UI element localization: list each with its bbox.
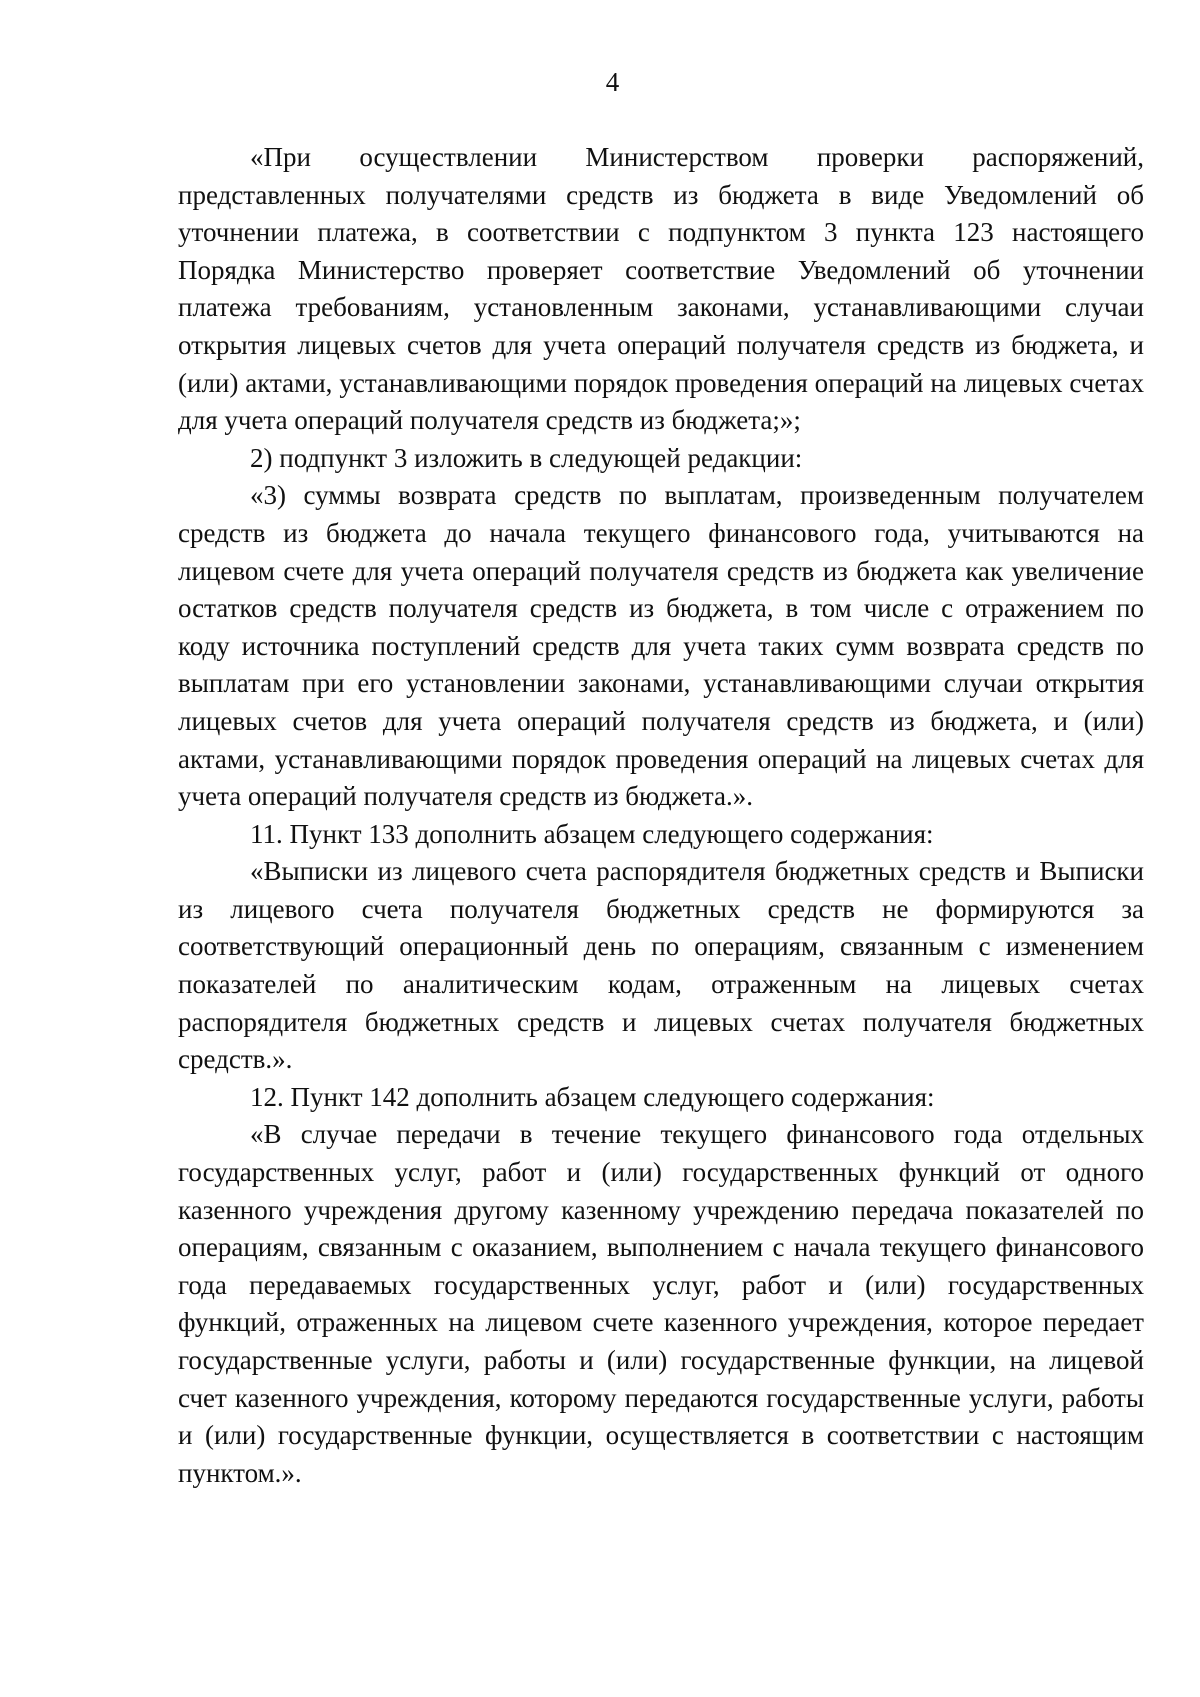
page-number: 4 bbox=[605, 67, 620, 97]
paragraph-point-133-heading: 11. Пункт 133 дополнить абзацем следующего содержания: bbox=[250, 818, 934, 849]
paragraph-transfer-functions: «В случае передачи в течение текущего финансового года отдельных государственных услуг, работ и (или) государственных функций от одного казенного учреждения другому казенному учреждению передача показателей по операциям, связанным с оказанием, выполнением с начала текущего финансового года передаваемых государственных услуг, работ и (или) государственных функций, отраженных на лицевом счете казенного учреждения, которое передает государственные услуги, работы и (или) государственные функции, на лицевой счет казенного учреждения, которому передаются государственные услуги, работы и (или) государственные функции, осуществляется в соответствии с настоящим пунктом.». bbox=[178, 1119, 1144, 1488]
paragraph-ministry-check: «При осуществлении Министерством проверки распоряжений, представленных получателями средств из бюджета в виде Уведомлений об уточнении платежа, в соответствии с подпунктом 3 пункта 123 настоящего Порядка Министерство проверяет соответствие Уведомлений об уточнении платежа требованиям, установленным законами, устанавливающими случаи открытия лицевых счетов для учета операций получателя средств из бюджета, и (или) актами, устанавливающими порядок проведения операций на лицевых счетах для учета операций получателя средств из бюджета;»; bbox=[178, 142, 1144, 436]
document-body bbox=[178, 139, 1144, 1492]
paragraph-refund-amounts: «3) суммы возврата средств по выплатам, произведенным получателем средств из бюджета до начала текущего финансового года, учитываются на лицевом счете для учета операций получателя средств из бюджета как увеличение остатков средств получателя средств из бюджета, в том числе с отражением по коду источника поступлений средств для учета таких сумм возврата средств по выплатам при его установлении законами, устанавливающими случаи открытия лицевых счетов для учета операций получателя средств из бюджета, и (или) актами, устанавливающими порядок проведения операций на лицевых счетах для учета операций получателя средств из бюджета.». bbox=[178, 480, 1144, 812]
paragraph-statements: «Выписки из лицевого счета распорядителя бюджетных средств и Выписки из лицевого счета получателя бюджетных средств не формируются за соответствующий операционный день по операциям, связанным с изменением показателей по аналитическим кодам, отраженным на лицевых счетах распорядителя бюджетных средств и лицевых счетах получателя бюджетных средств.». bbox=[178, 856, 1144, 1075]
paragraph-point-142-heading: 12. Пункт 142 дополнить абзацем следующего содержания: bbox=[250, 1081, 935, 1112]
paragraph-subpoint-3-heading: 2) подпункт 3 изложить в следующей редакции: bbox=[250, 442, 803, 473]
